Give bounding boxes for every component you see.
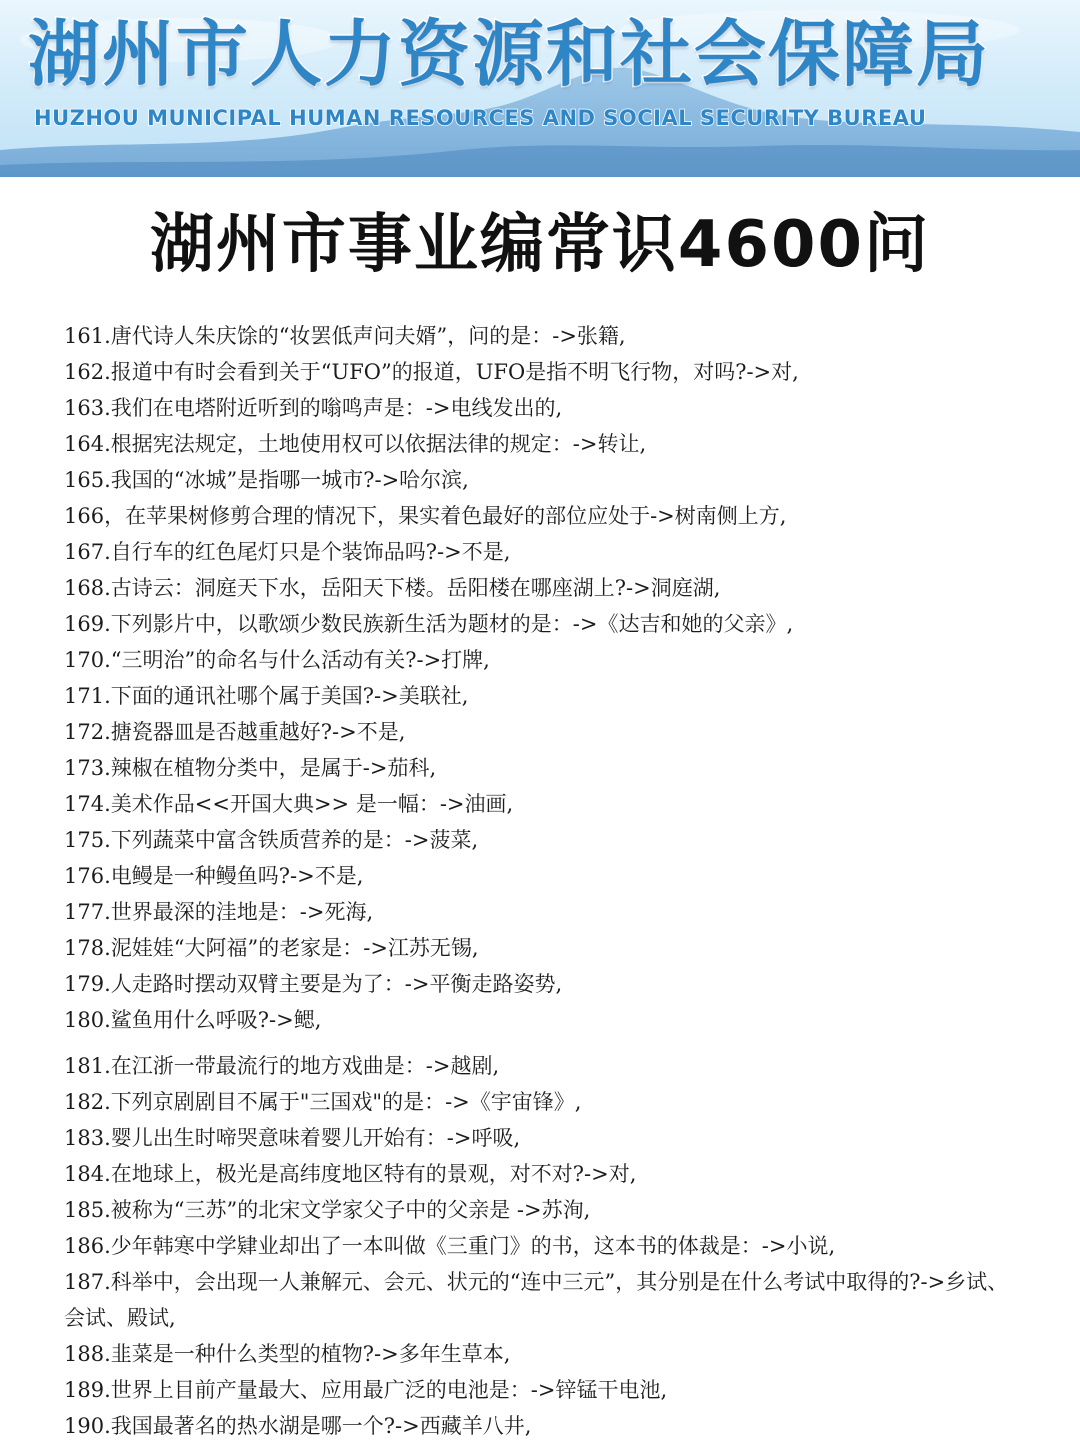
list-item: 173.辣椒在植物分类中，是属于->茄科, xyxy=(64,756,437,780)
list-item: 162.报道中有时会看到关于“UFO”的报道，UFO是指不明飞行物，对吗?->对, xyxy=(64,360,799,384)
list-item: 184.在地球上，极光是高纬度地区特有的景观，对不对?->对, xyxy=(64,1162,637,1186)
list-item: 175.下列蔬菜中富含铁质营养的是：->菠菜, xyxy=(64,828,479,852)
group-separator xyxy=(64,1038,1044,1048)
list-item: 174.美术作品<<开国大典>> 是一幅：->油画, xyxy=(64,792,514,816)
list-item: 186.少年韩寒中学肄业却出了一本叫做《三重门》的书，这本书的体裁是：->小说, xyxy=(64,1234,836,1258)
bureau-name-english: HUZHOU MUNICIPAL HUMAN RESOURCES AND SOCIAL SECURITY BUREAU xyxy=(34,106,927,130)
list-item: 190.我国最著名的热水湖是哪一个?->西藏羊八井, xyxy=(64,1414,532,1438)
list-item: 183.婴儿出生时啼哭意味着婴儿开始有：->呼吸, xyxy=(64,1126,521,1150)
list-item: 180.鲨鱼用什么呼吸?->鳃, xyxy=(64,1008,322,1032)
list-item: 177.世界最深的洼地是：->死海, xyxy=(64,900,374,924)
list-item: 179.人走路时摆动双臂主要是为了：->平衡走路姿势, xyxy=(64,972,563,996)
list-item: 163.我们在电塔附近听到的嗡鸣声是：->电线发出的, xyxy=(64,396,563,420)
list-item: 164.根据宪法规定，土地使用权可以依据法律的规定：->转让, xyxy=(64,432,647,456)
list-item: 187.科举中，会出现一人兼解元、会元、状元的“连中三元”，其分别是在什么考试中取得的?->乡试、会试、殿试, xyxy=(64,1270,1009,1330)
list-item: 167.自行车的红色尾灯只是个装饰品吗?->不是, xyxy=(64,540,511,564)
list-item: 171.下面的通讯社哪个属于美国?->美联社, xyxy=(64,684,469,708)
bureau-name-chinese: 湖州市人力资源和社会保障局 xyxy=(28,12,991,96)
list-item: 188.韭菜是一种什么类型的植物?->多年生草本, xyxy=(64,1342,511,1366)
list-item: 172.搪瓷器皿是否越重越好?->不是, xyxy=(64,720,406,744)
list-item: 168.古诗云：洞庭天下水，岳阳天下楼。岳阳楼在哪座湖上?->洞庭湖, xyxy=(64,576,721,600)
question-list xyxy=(64,318,1044,1444)
header-banner xyxy=(0,0,1080,177)
list-item: 169.下列影片中，以歌颂少数民族新生活为题材的是：->《达吉和她的父亲》, xyxy=(64,612,794,636)
list-item: 181.在江浙一带最流行的地方戏曲是：->越剧, xyxy=(64,1054,500,1078)
list-item: 170.“三明治”的命名与什么活动有关?->打牌, xyxy=(64,648,490,672)
list-item: 182.下列京剧剧目不属于"三国戏"的是：->《宇宙锋》, xyxy=(64,1090,582,1114)
list-item: 166，在苹果树修剪合理的情况下，果实着色最好的部位应处于->树南侧上方, xyxy=(64,504,787,528)
list-item: 176.电鳗是一种鳗鱼吗?->不是, xyxy=(64,864,364,888)
list-item: 165.我国的“冰城”是指哪一城市?->哈尔滨, xyxy=(64,468,469,492)
document-title: 湖州市事业编常识4600问 xyxy=(149,208,931,282)
list-item: 161.唐代诗人朱庆馀的“妆罢低声问夫婿”，问的是：->张籍, xyxy=(64,324,626,348)
list-item: 178.泥娃娃“大阿福”的老家是：->江苏无锡, xyxy=(64,936,479,960)
list-item: 189.世界上目前产量最大、应用最广泛的电池是：->锌锰干电池, xyxy=(64,1378,668,1402)
list-item: 185.被称为“三苏”的北宋文学家父子中的父亲是 ->苏洵, xyxy=(64,1198,591,1222)
